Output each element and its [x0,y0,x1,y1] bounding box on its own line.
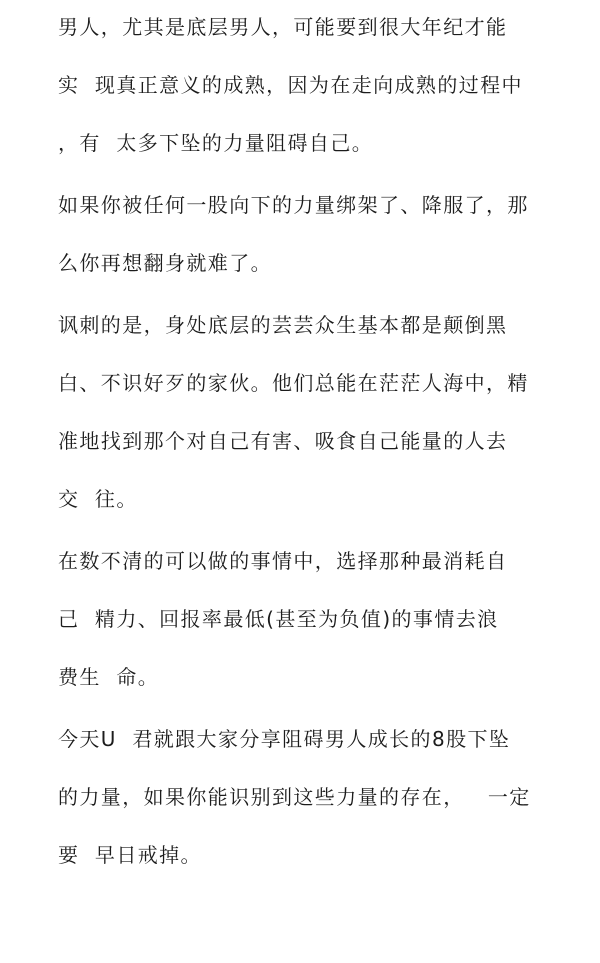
text-line: 己 精力、回报率最低(甚至为负值)的事情去浪 [58,607,499,631]
paragraph-3 [58,315,558,509]
text-line: 的力量，如果你能识别到这些力量的存在， 一定 [58,785,531,809]
text-line: 实 现真正意义的成熟，因为在走向成熟的过程中 [58,73,523,97]
text-line: 如果你被任何一股向下的力量绑架了、降服了，那 [58,193,529,217]
text-line: 么你再想翻身就难了。 [58,251,272,275]
text-line: 交 往。 [58,487,138,511]
text-line: 要 早日戒掉。 [58,843,202,867]
paragraph-1 [58,17,558,153]
text-line: 今天U 君就跟大家分享阻碍男人成长的8股下坠 [58,727,511,751]
text-line: 费生 命。 [58,665,160,689]
text-line: 准地找到那个对自己有害、吸食自己能量的人去 [58,429,508,453]
text-line: 白、不识好歹的家伙。他们总能在茫茫人海中，精 [58,371,529,395]
paragraph-2 [58,195,558,273]
text-line: 男人，尤其是底层男人，可能要到很大年纪才能 [58,15,508,39]
text-line: 讽刺的是，身处底层的芸芸众生基本都是颠倒黑 [58,313,508,337]
paragraph-4 [58,551,558,687]
text-line: ，有 太多下坠的力量阻碍自己。 [58,131,374,155]
paragraph-5 [58,729,558,865]
article-body [58,17,558,907]
text-line: 在数不清的可以做的事情中，选择那种最消耗自 [58,549,508,573]
